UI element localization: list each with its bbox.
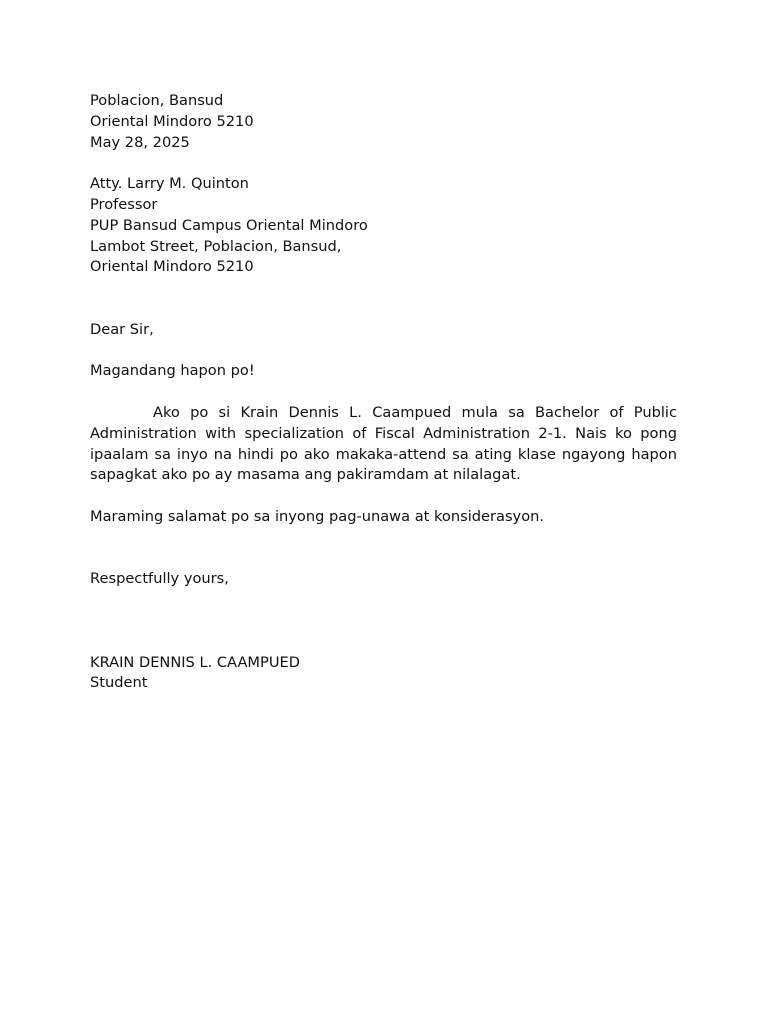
recipient-name: Atty. Larry M. Quinton: [90, 175, 249, 193]
closing: Respectfully yours,: [90, 570, 229, 588]
sender-address-line2: Oriental Mindoro 5210: [90, 112, 254, 130]
signature-name: KRAIN DENNIS L. CAAMPUED: [90, 653, 300, 671]
greeting: Magandang hapon po!: [90, 362, 255, 380]
letter: [90, 91, 677, 694]
recipient-block: [90, 174, 677, 278]
recipient-street: Lambot Street, Poblacion, Bansud,: [90, 237, 342, 255]
letter-date: May 28, 2025: [90, 133, 190, 151]
recipient-province: Oriental Mindoro 5210: [90, 258, 254, 276]
signature-role: Student: [90, 674, 148, 692]
recipient-institution: PUP Bansud Campus Oriental Mindoro: [90, 216, 368, 234]
recipient-title: Professor: [90, 195, 158, 213]
body-paragraph: Ako po si Krain Dennis L. Caampued mula sa Bachelor of Public Administration with specialization of Fiscal Administration 2-1. Nais ko pong ipaalam sa inyo na hindi po ako makaka-attend sa ating klase ngayong hapon sapagkat ako po ay masama ang pakiramdam at nilalagat.: [90, 403, 677, 484]
sender-block: [90, 91, 677, 153]
thanks-line: Maraming salamat po sa inyong pag-unawa at konsiderasyon.: [90, 507, 545, 525]
signature-block: [90, 653, 677, 695]
sender-address-line1: Poblacion, Bansud: [90, 92, 224, 109]
salutation: Dear Sir,: [90, 320, 154, 338]
